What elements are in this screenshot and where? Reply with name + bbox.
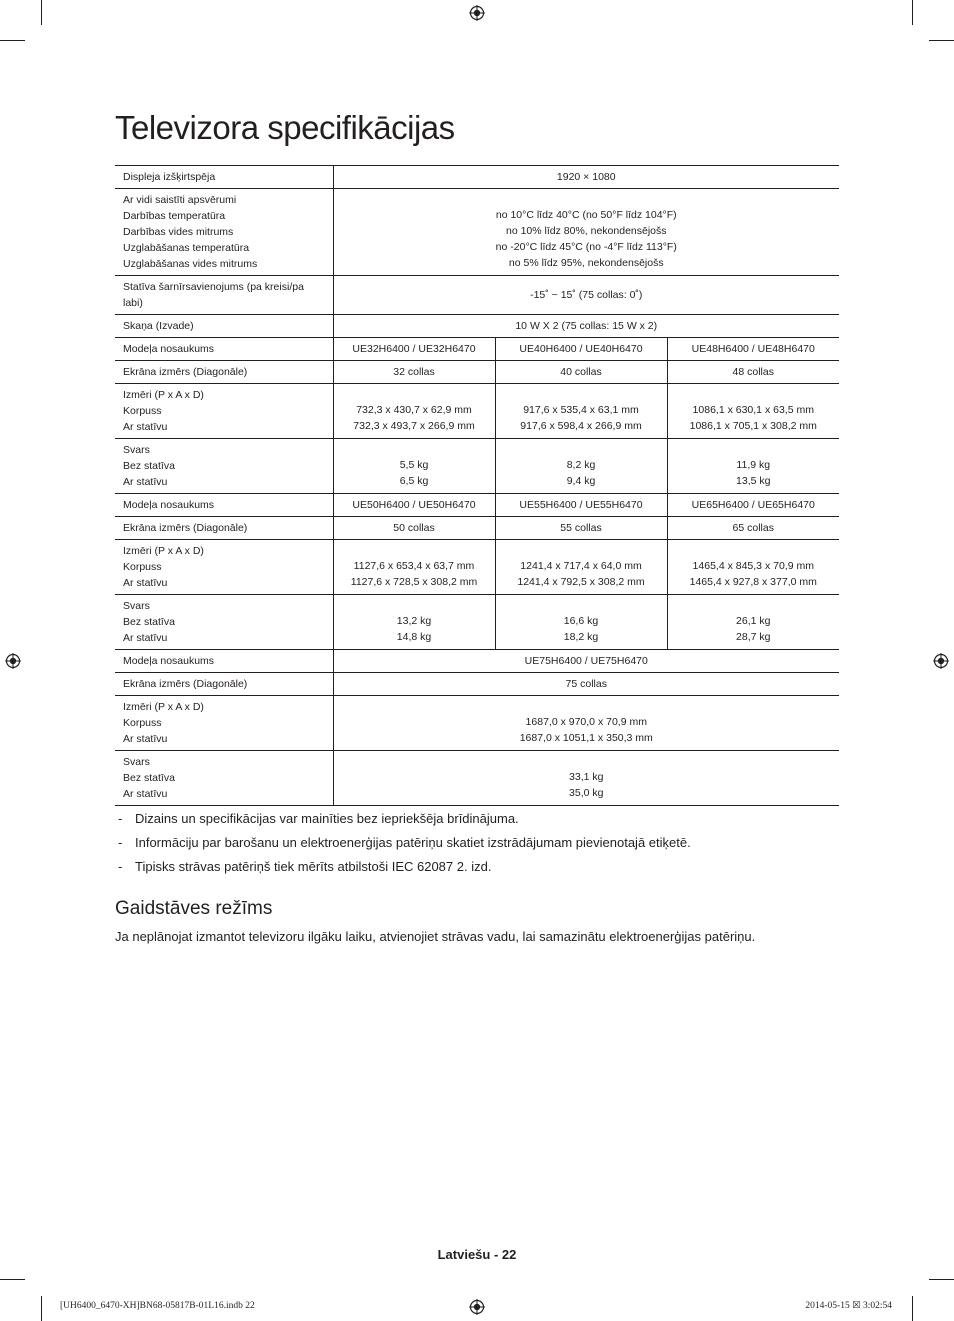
cell-value: -15˚ ~ 15˚ (75 collas: 0˚) <box>333 276 839 315</box>
spec-table <box>115 165 839 806</box>
table-row <box>115 384 839 439</box>
cell-value: 8,2 kg 9,4 kg <box>495 439 667 494</box>
table-row <box>115 494 839 517</box>
print-slug-right: 2014-05-15 ☒ 3:02:54 <box>805 1301 892 1311</box>
cell-value: 917,6 x 535,4 x 63,1 mm 917,6 x 598,4 x 266,9 mm <box>495 384 667 439</box>
table-row <box>115 673 839 696</box>
registration-mark-icon <box>469 1299 485 1315</box>
cell-value: UE55H6400 / UE55H6470 <box>495 494 667 517</box>
table-row <box>115 338 839 361</box>
cell-value: 75 collas <box>333 673 839 696</box>
cell-value: 1127,6 x 653,4 x 63,7 mm 1127,6 x 728,5 x 308,2 mm <box>333 540 495 595</box>
registration-mark-icon <box>5 653 21 669</box>
page-title: Televizora specifikācijas <box>115 109 455 146</box>
cell-value: 48 collas <box>667 361 839 384</box>
row-label: Ar vidi saistīti apsvērumi Darbības temperatūra Darbības vides mitrums Uzglabāšanas temperatūra Uzglabāšanas vides mitrums <box>115 189 333 276</box>
cell-value: 5,5 kg 6,5 kg <box>333 439 495 494</box>
crop-mark <box>41 1296 42 1321</box>
crop-mark <box>0 40 25 41</box>
table-row <box>115 751 839 806</box>
table-row <box>115 595 839 650</box>
crop-mark <box>929 40 954 41</box>
table-row <box>115 439 839 494</box>
table-row <box>115 276 839 315</box>
table-row <box>115 166 839 189</box>
row-label: Skaņa (Izvade) <box>115 315 333 338</box>
table-row <box>115 517 839 540</box>
table-row <box>115 189 839 276</box>
cell-value: 1920 × 1080 <box>333 166 839 189</box>
table-row <box>115 315 839 338</box>
row-label: Displeja izšķirtspēja <box>115 166 333 189</box>
cell-value: UE32H6400 / UE32H6470 <box>333 338 495 361</box>
cell-value: 55 collas <box>495 517 667 540</box>
page-number: Latviešu - 22 <box>437 1247 517 1262</box>
cell-value: no 10°C līdz 40°C (no 50°F līdz 104°F) no 10% līdz 80%, nekondensējošs no -20°C līdz 45°C (no -4°F līdz 113°F) no 5% līdz 95%, nekondensējošs <box>333 189 839 276</box>
cell-value: 1687,0 x 970,0 x 70,9 mm 1687,0 x 1051,1 x 350,3 mm <box>333 696 839 751</box>
section-text: Ja neplānojat izmantot televizoru ilgāku laiku, atvienojiet strāvas vadu, lai samazinātu elektroenerģijas patēriņu. <box>115 929 756 944</box>
row-label: Izmēri (P x A x D) Korpuss Ar statīvu <box>115 540 333 595</box>
cell-value: 40 collas <box>495 361 667 384</box>
row-label: Statīva šarnīrsavienojums (pa kreisi/pa labi) <box>115 276 333 315</box>
cell-value: 65 collas <box>667 517 839 540</box>
registration-mark-icon <box>933 653 949 669</box>
crop-mark <box>912 1296 913 1321</box>
cell-value: 16,6 kg 18,2 kg <box>495 595 667 650</box>
cell-value: 50 collas <box>333 517 495 540</box>
crop-mark <box>912 0 913 25</box>
crop-mark <box>929 1279 954 1280</box>
cell-value: 26,1 kg 28,7 kg <box>667 595 839 650</box>
table-row <box>115 361 839 384</box>
cell-value: UE40H6400 / UE40H6470 <box>495 338 667 361</box>
cell-value: 732,3 x 430,7 x 62,9 mm 732,3 x 493,7 x 266,9 mm <box>333 384 495 439</box>
row-label: Izmēri (P x A x D) Korpuss Ar statīvu <box>115 384 333 439</box>
cell-value: UE65H6400 / UE65H6470 <box>667 494 839 517</box>
registration-mark-icon <box>469 5 485 21</box>
cell-value: 13,2 kg 14,8 kg <box>333 595 495 650</box>
crop-mark <box>0 1279 25 1280</box>
table-row <box>115 650 839 673</box>
row-label: Modeļa nosaukums <box>115 650 333 673</box>
cell-value: 32 collas <box>333 361 495 384</box>
list-item: - Dizains un specifikācijas var mainīties bez iepriekšēja brīdinājuma. <box>115 811 691 827</box>
print-slug-left: [UH6400_6470-XH]BN68-05817B-01L16.indb 22 <box>60 1301 255 1311</box>
cell-value: UE75H6400 / UE75H6470 <box>333 650 839 673</box>
cell-value: UE48H6400 / UE48H6470 <box>667 338 839 361</box>
row-label: Svars Bez statīva Ar statīvu <box>115 439 333 494</box>
list-item: - Informāciju par barošanu un elektroenerģijas patēriņu skatiet izstrādājumam pievienotajā etiķetē. <box>115 835 691 851</box>
crop-mark <box>41 0 42 25</box>
row-label: Ekrāna izmērs (Diagonāle) <box>115 361 333 384</box>
row-label: Modeļa nosaukums <box>115 494 333 517</box>
row-label: Svars Bez statīva Ar statīvu <box>115 595 333 650</box>
cell-value: 33,1 kg 35,0 kg <box>333 751 839 806</box>
row-label: Izmēri (P x A x D) Korpuss Ar statīvu <box>115 696 333 751</box>
cell-value: 1086,1 x 630,1 x 63,5 mm 1086,1 x 705,1 x 308,2 mm <box>667 384 839 439</box>
cell-value: UE50H6400 / UE50H6470 <box>333 494 495 517</box>
table-row <box>115 696 839 751</box>
row-label: Ekrāna izmērs (Diagonāle) <box>115 517 333 540</box>
notes-list <box>115 811 691 883</box>
row-label: Ekrāna izmērs (Diagonāle) <box>115 673 333 696</box>
row-label: Modeļa nosaukums <box>115 338 333 361</box>
cell-value: 1241,4 x 717,4 x 64,0 mm 1241,4 x 792,5 x 308,2 mm <box>495 540 667 595</box>
cell-value: 1465,4 x 845,3 x 70,9 mm 1465,4 x 927,8 x 377,0 mm <box>667 540 839 595</box>
section-heading: Gaidstāves režīms <box>115 898 273 919</box>
cell-value: 11,9 kg 13,5 kg <box>667 439 839 494</box>
table-row <box>115 540 839 595</box>
list-item: - Tipisks strāvas patēriņš tiek mērīts atbilstoši IEC 62087 2. izd. <box>115 859 691 875</box>
row-label: Svars Bez statīva Ar statīvu <box>115 751 333 806</box>
cell-value: 10 W X 2 (75 collas: 15 W x 2) <box>333 315 839 338</box>
